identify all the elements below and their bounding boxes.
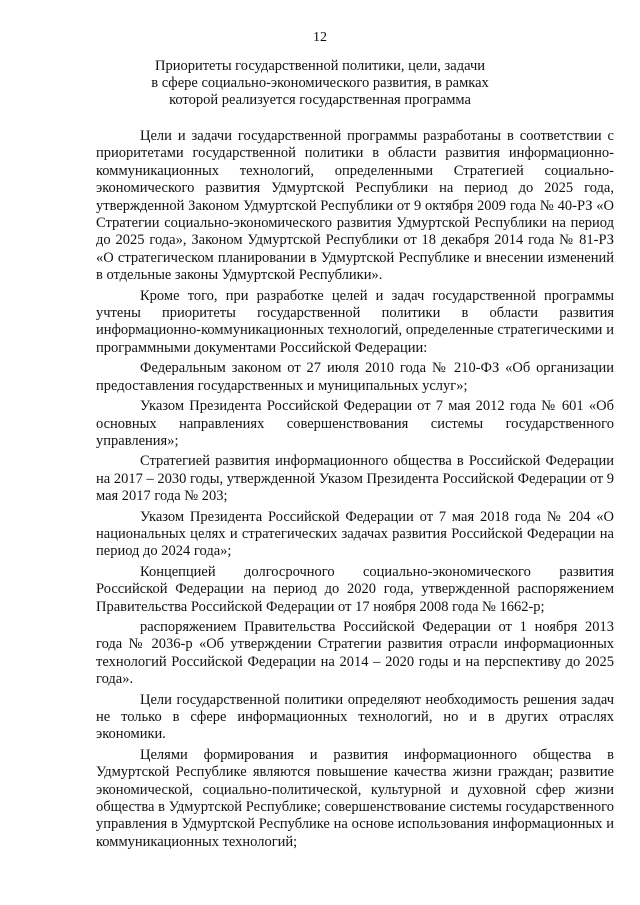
paragraph: Целями формирования и развития информационного общества в Удмуртской Республике являются повышение качества жизни граждан; развитие экономической, социально-политической, культурной и духовной сфер жизни общества в Удмуртской Республике; совершенствование системы государственного управления в Удмуртской Республике на основе использования информационных и коммуникационных технологий; [96, 746, 614, 850]
heading-line: которой реализуется государственная программа [169, 92, 471, 108]
paragraph: Цели и задачи государственной программы разработаны в соответствии с приоритетами государственной политики в области развития информационно-коммуникационных технологий, определенными Стратегией социально-экономического развития Удмуртской Республики на период до 2025 года, утвержденной Законом Удмуртской Республики от 9 октября 2009 года № 40-РЗ «О Стратегии социально-экономического развития Удмуртской Республики на период до 2025 года», Законом Удмуртской Республики от 18 декабря 2014 года № 81-РЗ «О стратегическом планировании в Удмуртской Республике и внесении изменений в отдельные законы Удмуртской Республики». [96, 128, 614, 284]
paragraph: Указом Президента Российской Федерации от 7 мая 2012 года № 601 «Об основных направлениях совершенствования системы государственного управления»; [96, 398, 614, 449]
paragraph: распоряжением Правительства Российской Федерации от 1 ноября 2013 года № 2036-р «Об утверждении Стратегии развития отрасли информационных технологий Российской Федерации на 2014 – 2020 годы и на перспективу до 2025 года». [96, 618, 614, 688]
paragraph: Стратегией развития информационного общества в Российской Федерации на 2017 – 2030 годы, утвержденной Указом Президента Российской Федерации от 9 мая 2017 года № 203; [96, 453, 614, 505]
paragraph: Концепцией долгосрочного социально-экономического развития Российской Федерации на период до 2020 года, утвержденной распоряжением Правительства Российской Федерации от 17 ноября 2008 года № 1662-р; [96, 563, 614, 615]
paragraph: Указом Президента Российской Федерации от 7 мая 2018 года № 204 «О национальных целях и стратегических задачах развития Российской Федерации на период до 2024 года»; [96, 508, 614, 560]
section-heading [150, 58, 490, 109]
paragraph: Федеральным законом от 27 июля 2010 года № 210-ФЗ «Об организации предоставления государственных и муниципальных услуг»; [96, 360, 614, 394]
heading-line: в сфере социально-экономического развития, в рамках [151, 75, 489, 91]
body-text [96, 128, 614, 854]
paragraph: Цели государственной политики определяют необходимость решения задач не только в сфере информационных технологий, но и в других отраслях экономики. [96, 691, 614, 743]
paragraph: Кроме того, при разработке целей и задач государственной программы учтены приоритеты государственной политики в области развития информационно-коммуникационных технологий, определенные стратегическими и программными документами Российской Федерации: [96, 287, 614, 356]
heading-line: Приоритеты государственной политики, цели, задачи [154, 58, 486, 74]
page-number: 12 [313, 30, 327, 45]
